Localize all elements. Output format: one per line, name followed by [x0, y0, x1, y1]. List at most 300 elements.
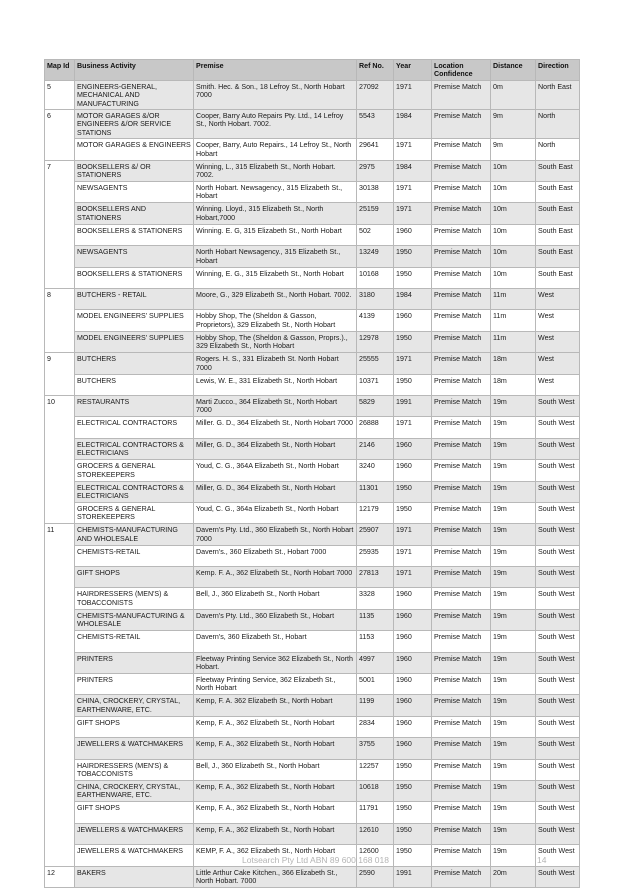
cell-business-activity: NEWSAGENTS	[75, 182, 194, 203]
cell-business-activity: HAIRDRESSERS (MEN'S) & TOBACCONISTS	[75, 588, 194, 609]
cell-premise: Fleetway Printing Service, 362 Elizabeth St., North Hobart	[194, 674, 357, 695]
table-row	[45, 759, 580, 780]
cell-year: 1971	[394, 80, 432, 109]
cell-distance: 19m	[491, 823, 536, 844]
cell-premise: Miller. G. D., 364 Elizabeth St., North Hobart 7000	[194, 417, 357, 438]
cell-location-confidence: Premise Match	[432, 866, 491, 887]
cell-ref-no: 10618	[357, 780, 394, 801]
cell-year: 1971	[394, 139, 432, 160]
cell-location-confidence: Premise Match	[432, 353, 491, 374]
cell-business-activity: ELECTRICAL CONTRACTORS	[75, 417, 194, 438]
cell-direction: West	[536, 374, 580, 395]
cell-direction: South West	[536, 588, 580, 609]
header-premise: Premise	[194, 60, 357, 81]
cell-ref-no: 3240	[357, 460, 394, 481]
header-location-confidence: Location Confidence	[432, 60, 491, 81]
cell-distance: 19m	[491, 481, 536, 502]
cell-distance: 10m	[491, 182, 536, 203]
cell-business-activity: CHEMISTS-RETAIL	[75, 631, 194, 652]
cell-year: 1971	[394, 524, 432, 545]
cell-location-confidence: Premise Match	[432, 246, 491, 267]
cell-location-confidence: Premise Match	[432, 567, 491, 588]
cell-ref-no: 11301	[357, 481, 394, 502]
cell-ref-no: 13249	[357, 246, 394, 267]
cell-location-confidence: Premise Match	[432, 224, 491, 245]
cell-location-confidence: Premise Match	[432, 310, 491, 331]
cell-year: 1960	[394, 674, 432, 695]
cell-premise: Kemp, F. A., 362 Elizabeth St., North Hobart	[194, 716, 357, 737]
table-row	[45, 110, 580, 139]
cell-premise: North Hobart Newsagency., 315 Elizabeth St., Hobart	[194, 246, 357, 267]
cell-year: 1971	[394, 353, 432, 374]
table-row	[45, 267, 580, 288]
cell-business-activity: MOTOR GARAGES &/OR ENGINEERS &/OR SERVICE STATIONS	[75, 110, 194, 139]
table-row	[45, 203, 580, 224]
cell-map-id: 8	[45, 288, 75, 352]
cell-year: 1971	[394, 417, 432, 438]
cell-ref-no: 5829	[357, 395, 394, 416]
cell-ref-no: 12179	[357, 502, 394, 523]
cell-direction: South West	[536, 417, 580, 438]
cell-location-confidence: Premise Match	[432, 481, 491, 502]
cell-business-activity: NEWSAGENTS	[75, 246, 194, 267]
footer-company: Lotsearch Pty Ltd ABN 89 600 168 018	[242, 855, 389, 865]
cell-map-id: 11	[45, 524, 75, 866]
cell-year: 1984	[394, 160, 432, 181]
cell-distance: 18m	[491, 374, 536, 395]
cell-distance: 19m	[491, 845, 536, 866]
cell-map-id: 10	[45, 395, 75, 523]
cell-distance: 11m	[491, 331, 536, 352]
cell-ref-no: 10168	[357, 267, 394, 288]
cell-direction: South West	[536, 567, 580, 588]
cell-distance: 19m	[491, 395, 536, 416]
cell-distance: 10m	[491, 160, 536, 181]
table-body	[45, 80, 580, 887]
cell-year: 1950	[394, 802, 432, 823]
cell-ref-no: 3180	[357, 288, 394, 309]
cell-business-activity: BOOKSELLERS &/ OR STATIONERS	[75, 160, 194, 181]
cell-premise: Winning, E. G., 315 Elizabeth St., North Hobart	[194, 267, 357, 288]
cell-location-confidence: Premise Match	[432, 759, 491, 780]
cell-year: 1960	[394, 631, 432, 652]
cell-ref-no: 5001	[357, 674, 394, 695]
cell-business-activity: ELECTRICAL CONTRACTORS & ELECTRICIANS	[75, 481, 194, 502]
cell-location-confidence: Premise Match	[432, 110, 491, 139]
cell-distance: 20m	[491, 866, 536, 887]
cell-premise: Youd, C. G., 364a Elizabeth St., North Hobart	[194, 502, 357, 523]
cell-map-id: 9	[45, 353, 75, 396]
cell-premise: Miller, G. D., 364 Elizabeth St., North Hobart	[194, 438, 357, 459]
table-row	[45, 524, 580, 545]
cell-distance: 19m	[491, 631, 536, 652]
cell-location-confidence: Premise Match	[432, 267, 491, 288]
cell-premise: Winning, L., 315 Elizabeth St., North Hobart. 7002.	[194, 160, 357, 181]
cell-location-confidence: Premise Match	[432, 738, 491, 759]
cell-business-activity: PRINTERS	[75, 652, 194, 673]
cell-direction: West	[536, 310, 580, 331]
cell-direction: South East	[536, 246, 580, 267]
cell-year: 1991	[394, 395, 432, 416]
cell-ref-no: 26888	[357, 417, 394, 438]
cell-location-confidence: Premise Match	[432, 652, 491, 673]
table-row	[45, 246, 580, 267]
cell-ref-no: 2590	[357, 866, 394, 887]
table-row	[45, 545, 580, 566]
cell-location-confidence: Premise Match	[432, 288, 491, 309]
cell-location-confidence: Premise Match	[432, 674, 491, 695]
cell-direction: South West	[536, 545, 580, 566]
cell-distance: 19m	[491, 738, 536, 759]
header-ref-no: Ref No.	[357, 60, 394, 81]
cell-distance: 19m	[491, 524, 536, 545]
cell-year: 1960	[394, 738, 432, 759]
cell-map-id: 12	[45, 866, 75, 887]
cell-premise: Winning. Lloyd., 315 Elizabeth St., North Hobart,7000	[194, 203, 357, 224]
cell-ref-no: 12610	[357, 823, 394, 844]
cell-location-confidence: Premise Match	[432, 331, 491, 352]
cell-ref-no: 1135	[357, 609, 394, 630]
cell-premise: Lewis, W. E., 331 Elizabeth St., North Hobart	[194, 374, 357, 395]
cell-business-activity: GROCERS & GENERAL STOREKEEPERS	[75, 502, 194, 523]
cell-distance: 10m	[491, 267, 536, 288]
cell-ref-no: 1199	[357, 695, 394, 716]
cell-premise: Fleetway Printing Service 362 Elizabeth St., North Hobart.	[194, 652, 357, 673]
cell-ref-no: 25935	[357, 545, 394, 566]
cell-ref-no: 2975	[357, 160, 394, 181]
cell-distance: 10m	[491, 246, 536, 267]
cell-business-activity: ELECTRICAL CONTRACTORS & ELECTRICIANS	[75, 438, 194, 459]
table-row	[45, 780, 580, 801]
cell-premise: Rogers. H. S., 331 Elizabeth St. North Hobart 7000	[194, 353, 357, 374]
table-row	[45, 802, 580, 823]
table-row	[45, 353, 580, 374]
cell-direction: North	[536, 139, 580, 160]
cell-ref-no: 29641	[357, 139, 394, 160]
cell-distance: 11m	[491, 310, 536, 331]
header-year: Year	[394, 60, 432, 81]
cell-year: 1950	[394, 246, 432, 267]
cell-ref-no: 4997	[357, 652, 394, 673]
table-row	[45, 481, 580, 502]
cell-ref-no: 25555	[357, 353, 394, 374]
cell-distance: 19m	[491, 716, 536, 737]
cell-direction: West	[536, 353, 580, 374]
cell-business-activity: JEWELLERS & WATCHMAKERS	[75, 738, 194, 759]
cell-premise: Marti Zucco., 364 Elizabeth St., North Hobart 7000	[194, 395, 357, 416]
cell-year: 1984	[394, 110, 432, 139]
cell-location-confidence: Premise Match	[432, 395, 491, 416]
cell-distance: 19m	[491, 695, 536, 716]
cell-map-id: 7	[45, 160, 75, 288]
cell-premise: Kemp, F. A., 362 Elizabeth St., North Hobart	[194, 738, 357, 759]
header-distance: Distance	[491, 60, 536, 81]
cell-ref-no: 502	[357, 224, 394, 245]
cell-premise: Cooper, Barry, Auto Repairs., 14 Lefroy St., North Hobart	[194, 139, 357, 160]
cell-premise: Hobby Shop, The (Sheldon & Gasson, Proprietors), 329 Elizabeth St., North Hobart	[194, 310, 357, 331]
cell-location-confidence: Premise Match	[432, 609, 491, 630]
cell-location-confidence: Premise Match	[432, 374, 491, 395]
cell-business-activity: MODEL ENGINEERS' SUPPLIES	[75, 310, 194, 331]
cell-business-activity: PRINTERS	[75, 674, 194, 695]
cell-year: 1950	[394, 823, 432, 844]
cell-business-activity: BOOKSELLERS AND STATIONERS	[75, 203, 194, 224]
cell-direction: South West	[536, 524, 580, 545]
cell-location-confidence: Premise Match	[432, 417, 491, 438]
cell-premise: North Hobart. Newsagency., 315 Elizabeth St., Hobart	[194, 182, 357, 203]
header-direction: Direction	[536, 60, 580, 81]
cell-business-activity: GIFT SHOPS	[75, 567, 194, 588]
table-row	[45, 823, 580, 844]
cell-premise: Hobby Shop, The (Sheldon & Gasson, Proprs.)., 329 Elizabeth St., North Hobart	[194, 331, 357, 352]
cell-location-confidence: Premise Match	[432, 80, 491, 109]
cell-direction: South West	[536, 823, 580, 844]
cell-business-activity: MOTOR GARAGES & ENGINEERS	[75, 139, 194, 160]
cell-business-activity: BUTCHERS - RETAIL	[75, 288, 194, 309]
cell-premise: Miller, G. D., 364 Elizabeth St., North Hobart	[194, 481, 357, 502]
cell-ref-no: 2834	[357, 716, 394, 737]
cell-location-confidence: Premise Match	[432, 631, 491, 652]
table-row	[45, 80, 580, 109]
table-row	[45, 674, 580, 695]
cell-year: 1950	[394, 331, 432, 352]
cell-direction: South West	[536, 438, 580, 459]
cell-direction: South East	[536, 182, 580, 203]
cell-year: 1960	[394, 609, 432, 630]
cell-direction: South West	[536, 845, 580, 866]
cell-location-confidence: Premise Match	[432, 203, 491, 224]
cell-business-activity: GROCERS & GENERAL STOREKEEPERS	[75, 460, 194, 481]
table-row	[45, 374, 580, 395]
table-row	[45, 631, 580, 652]
cell-year: 1991	[394, 866, 432, 887]
cell-premise: Youd, C. G., 364A Elizabeth St., North Hobart	[194, 460, 357, 481]
cell-premise: Smith. Hec. & Son., 18 Lefroy St., North Hobart 7000	[194, 80, 357, 109]
cell-distance: 19m	[491, 609, 536, 630]
cell-distance: 9m	[491, 139, 536, 160]
cell-premise: Moore, G., 329 Elizabeth St., North Hobart. 7002.	[194, 288, 357, 309]
cell-ref-no: 5543	[357, 110, 394, 139]
cell-location-confidence: Premise Match	[432, 182, 491, 203]
cell-direction: South West	[536, 802, 580, 823]
cell-distance: 11m	[491, 288, 536, 309]
cell-direction: South West	[536, 759, 580, 780]
table-row	[45, 417, 580, 438]
cell-map-id: 5	[45, 80, 75, 109]
table-row	[45, 331, 580, 352]
cell-year: 1971	[394, 203, 432, 224]
cell-premise: Davern's Pty. Ltd., 360 Elizabeth St., North Hobart 7000	[194, 524, 357, 545]
cell-ref-no: 25159	[357, 203, 394, 224]
cell-ref-no: 30138	[357, 182, 394, 203]
cell-location-confidence: Premise Match	[432, 695, 491, 716]
cell-location-confidence: Premise Match	[432, 502, 491, 523]
cell-distance: 19m	[491, 759, 536, 780]
cell-direction: South West	[536, 481, 580, 502]
cell-map-id: 6	[45, 110, 75, 161]
cell-business-activity: GIFT SHOPS	[75, 716, 194, 737]
cell-direction: South West	[536, 866, 580, 887]
cell-location-confidence: Premise Match	[432, 139, 491, 160]
cell-distance: 10m	[491, 224, 536, 245]
cell-distance: 19m	[491, 588, 536, 609]
cell-distance: 19m	[491, 802, 536, 823]
cell-business-activity: CHINA, CROCKERY, CRYSTAL, EARTHENWARE, ETC.	[75, 695, 194, 716]
cell-ref-no: 1153	[357, 631, 394, 652]
table-row	[45, 567, 580, 588]
cell-year: 1971	[394, 567, 432, 588]
table-row	[45, 288, 580, 309]
cell-direction: North East	[536, 80, 580, 109]
table-header-row	[45, 60, 580, 81]
cell-business-activity: ENGINEERS-GENERAL, MECHANICAL AND MANUFACTURING	[75, 80, 194, 109]
cell-premise: Kemp, F. A., 362 Elizabeth St., North Hobart	[194, 780, 357, 801]
cell-distance: 19m	[491, 652, 536, 673]
cell-year: 1960	[394, 652, 432, 673]
cell-ref-no: 11791	[357, 802, 394, 823]
cell-ref-no: 27813	[357, 567, 394, 588]
cell-direction: South West	[536, 652, 580, 673]
cell-business-activity: JEWELLERS & WATCHMAKERS	[75, 845, 194, 866]
cell-year: 1960	[394, 716, 432, 737]
cell-premise: Bell, J., 360 Elizabeth St., North Hobart	[194, 588, 357, 609]
cell-year: 1960	[394, 310, 432, 331]
cell-premise: Kemp. F. A., 362 Elizabeth St., North Hobart 7000	[194, 567, 357, 588]
cell-direction: South East	[536, 160, 580, 181]
business-directory-table	[44, 59, 580, 888]
cell-business-activity: BAKERS	[75, 866, 194, 887]
cell-distance: 9m	[491, 110, 536, 139]
cell-distance: 19m	[491, 545, 536, 566]
cell-direction: South West	[536, 674, 580, 695]
cell-location-confidence: Premise Match	[432, 160, 491, 181]
cell-ref-no: 2146	[357, 438, 394, 459]
header-business-activity: Business Activity	[75, 60, 194, 81]
cell-premise: Kemp, F. A., 362 Elizabeth St., North Hobart	[194, 802, 357, 823]
cell-ref-no: 27092	[357, 80, 394, 109]
cell-direction: South West	[536, 631, 580, 652]
table-row	[45, 310, 580, 331]
cell-distance: 19m	[491, 502, 536, 523]
cell-year: 1950	[394, 845, 432, 866]
cell-premise: Winning. E. G, 315 Elizabeth St., North Hobart	[194, 224, 357, 245]
table-row	[45, 182, 580, 203]
cell-location-confidence: Premise Match	[432, 716, 491, 737]
cell-location-confidence: Premise Match	[432, 823, 491, 844]
table-row	[45, 652, 580, 673]
cell-direction: South West	[536, 695, 580, 716]
cell-distance: 19m	[491, 417, 536, 438]
cell-year: 1960	[394, 695, 432, 716]
cell-year: 1950	[394, 780, 432, 801]
cell-ref-no: 10371	[357, 374, 394, 395]
cell-business-activity: BOOKSELLERS & STATIONERS	[75, 224, 194, 245]
cell-distance: 18m	[491, 353, 536, 374]
cell-business-activity: BUTCHERS	[75, 374, 194, 395]
cell-direction: South West	[536, 460, 580, 481]
cell-location-confidence: Premise Match	[432, 802, 491, 823]
cell-location-confidence: Premise Match	[432, 438, 491, 459]
cell-ref-no: 12600	[357, 845, 394, 866]
cell-distance: 10m	[491, 203, 536, 224]
cell-direction: North	[536, 110, 580, 139]
cell-year: 1960	[394, 438, 432, 459]
table-row	[45, 460, 580, 481]
cell-business-activity: JEWELLERS & WATCHMAKERS	[75, 823, 194, 844]
table-row	[45, 160, 580, 181]
cell-premise: Bell, J., 360 Elizabeth St., North Hobart	[194, 759, 357, 780]
cell-year: 1984	[394, 288, 432, 309]
cell-business-activity: CHEMISTS-MANUFACTURING AND WHOLESALE	[75, 524, 194, 545]
table-row	[45, 716, 580, 737]
cell-ref-no: 12257	[357, 759, 394, 780]
cell-distance: 19m	[491, 567, 536, 588]
table-row	[45, 588, 580, 609]
table-row	[45, 395, 580, 416]
table-row	[45, 738, 580, 759]
cell-ref-no: 3755	[357, 738, 394, 759]
cell-premise: Davern's, 360 Elizabeth St., Hobart	[194, 631, 357, 652]
table-row	[45, 139, 580, 160]
cell-premise: Cooper, Barry Auto Repairs Pty. Ltd., 14 Lefroy St., North Hobart. 7002.	[194, 110, 357, 139]
cell-year: 1950	[394, 481, 432, 502]
cell-business-activity: CHEMISTS-RETAIL	[75, 545, 194, 566]
cell-ref-no: 25907	[357, 524, 394, 545]
cell-location-confidence: Premise Match	[432, 845, 491, 866]
cell-distance: 19m	[491, 674, 536, 695]
table-row	[45, 695, 580, 716]
cell-business-activity: BOOKSELLERS & STATIONERS	[75, 267, 194, 288]
cell-direction: South West	[536, 716, 580, 737]
cell-direction: West	[536, 331, 580, 352]
table-row	[45, 224, 580, 245]
cell-business-activity: GIFT SHOPS	[75, 802, 194, 823]
cell-business-activity: BUTCHERS	[75, 353, 194, 374]
cell-premise: Little Arthur Cake Kitchen., 366 Elizabeth St., North Hobart. 7000	[194, 866, 357, 887]
table-row	[45, 609, 580, 630]
cell-ref-no: 3328	[357, 588, 394, 609]
cell-location-confidence: Premise Match	[432, 524, 491, 545]
cell-ref-no: 12978	[357, 331, 394, 352]
cell-year: 1950	[394, 759, 432, 780]
cell-direction: South East	[536, 267, 580, 288]
header-map-id: Map Id	[45, 60, 75, 81]
cell-direction: South East	[536, 224, 580, 245]
cell-business-activity: CHINA, CROCKERY, CRYSTAL, EARTHENWARE, ETC.	[75, 780, 194, 801]
cell-direction: South West	[536, 780, 580, 801]
cell-direction: South West	[536, 502, 580, 523]
cell-distance: 0m	[491, 80, 536, 109]
cell-location-confidence: Premise Match	[432, 460, 491, 481]
cell-business-activity: CHEMISTS-MANUFACTURING & WHOLESALE	[75, 609, 194, 630]
cell-business-activity: MODEL ENGINEERS' SUPPLIES	[75, 331, 194, 352]
cell-year: 1960	[394, 588, 432, 609]
cell-premise: Davern's., 360 Elizabeth St., Hobart 7000	[194, 545, 357, 566]
cell-premise: KEMP, F. A., 362 Elizabeth St., North Hobart	[194, 845, 357, 866]
cell-year: 1950	[394, 502, 432, 523]
cell-direction: South West	[536, 395, 580, 416]
cell-year: 1950	[394, 374, 432, 395]
cell-business-activity: RESTAURANTS	[75, 395, 194, 416]
cell-year: 1971	[394, 182, 432, 203]
table-row	[45, 866, 580, 887]
cell-direction: South East	[536, 203, 580, 224]
cell-year: 1971	[394, 545, 432, 566]
cell-location-confidence: Premise Match	[432, 545, 491, 566]
cell-premise: Davern's Pty. Ltd., 360 Elizabeth St., Hobart	[194, 609, 357, 630]
cell-premise: Kemp, F. A. 362 Elizabeth St., North Hobart	[194, 695, 357, 716]
cell-year: 1950	[394, 267, 432, 288]
